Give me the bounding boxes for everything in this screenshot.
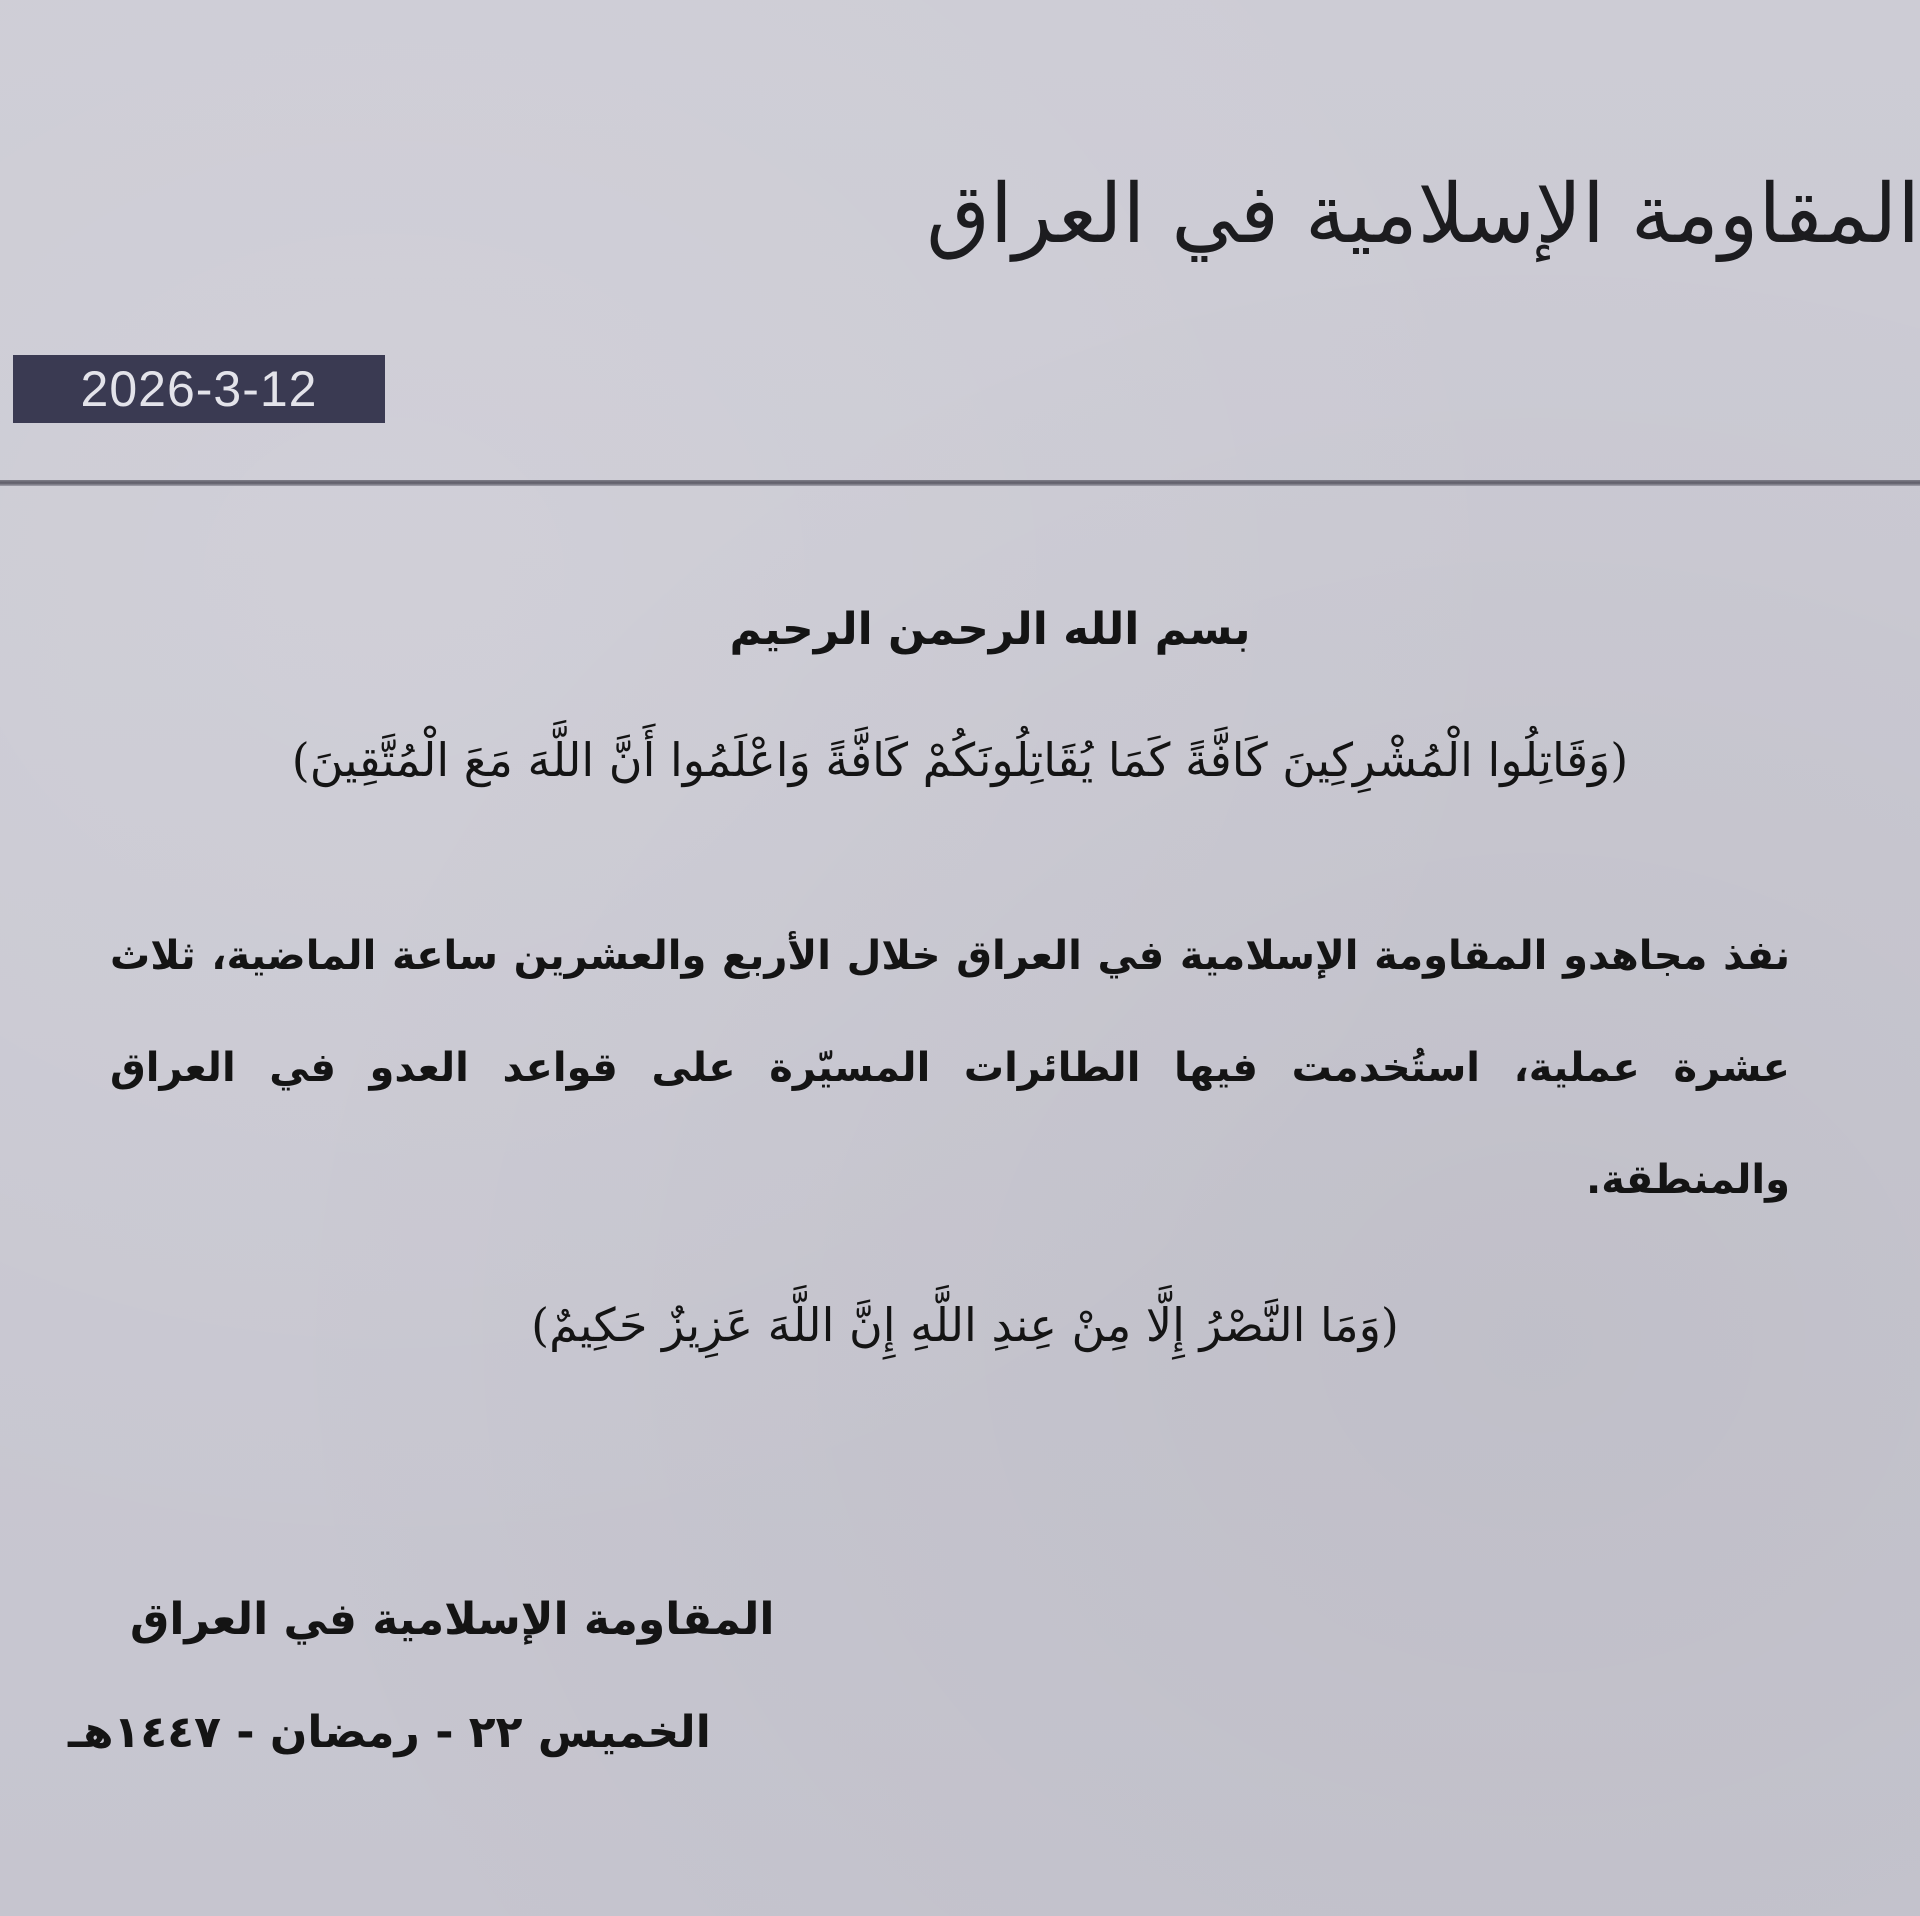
signature-organization: المقاومة الإسلامية في العراق (130, 1594, 775, 1645)
basmala: بسم الله الرحمن الرحيم (729, 604, 1251, 655)
header-divider (0, 480, 1920, 486)
organization-logo: المقاومة الإسلامية في العراق (926, 167, 1920, 262)
signature-date: الخميس ٢٢ - رمضان - ١٤٤٧هـ (68, 1707, 711, 1758)
opening-verse: (وَقَاتِلُوا الْمُشْرِكِينَ كَافَّةً كَمَا يُقَاتِلُونَكُمْ كَافَّةً وَاعْلَمُوا أَنَّ اللَّهَ مَعَ الْمُتَّقِينَ) (291, 733, 1629, 787)
closing-verse: (وَمَا النَّصْرُ إِلَّا مِنْ عِندِ اللَّهِ إِنَّ اللَّهَ عَزِيزٌ حَكِيمٌ) (531, 1298, 1399, 1352)
statement-body: نفذ مجاهدو المقاومة الإسلامية في العراق خلال الأربع والعشرين ساعة الماضية، ثلاث عشرة عملية، استُخدمت فيها الطائرات المسيّرة على قواعد العدو في العراق والمنطقة. (110, 933, 1790, 1203)
date-badge: 2026-3-12 (13, 355, 385, 423)
